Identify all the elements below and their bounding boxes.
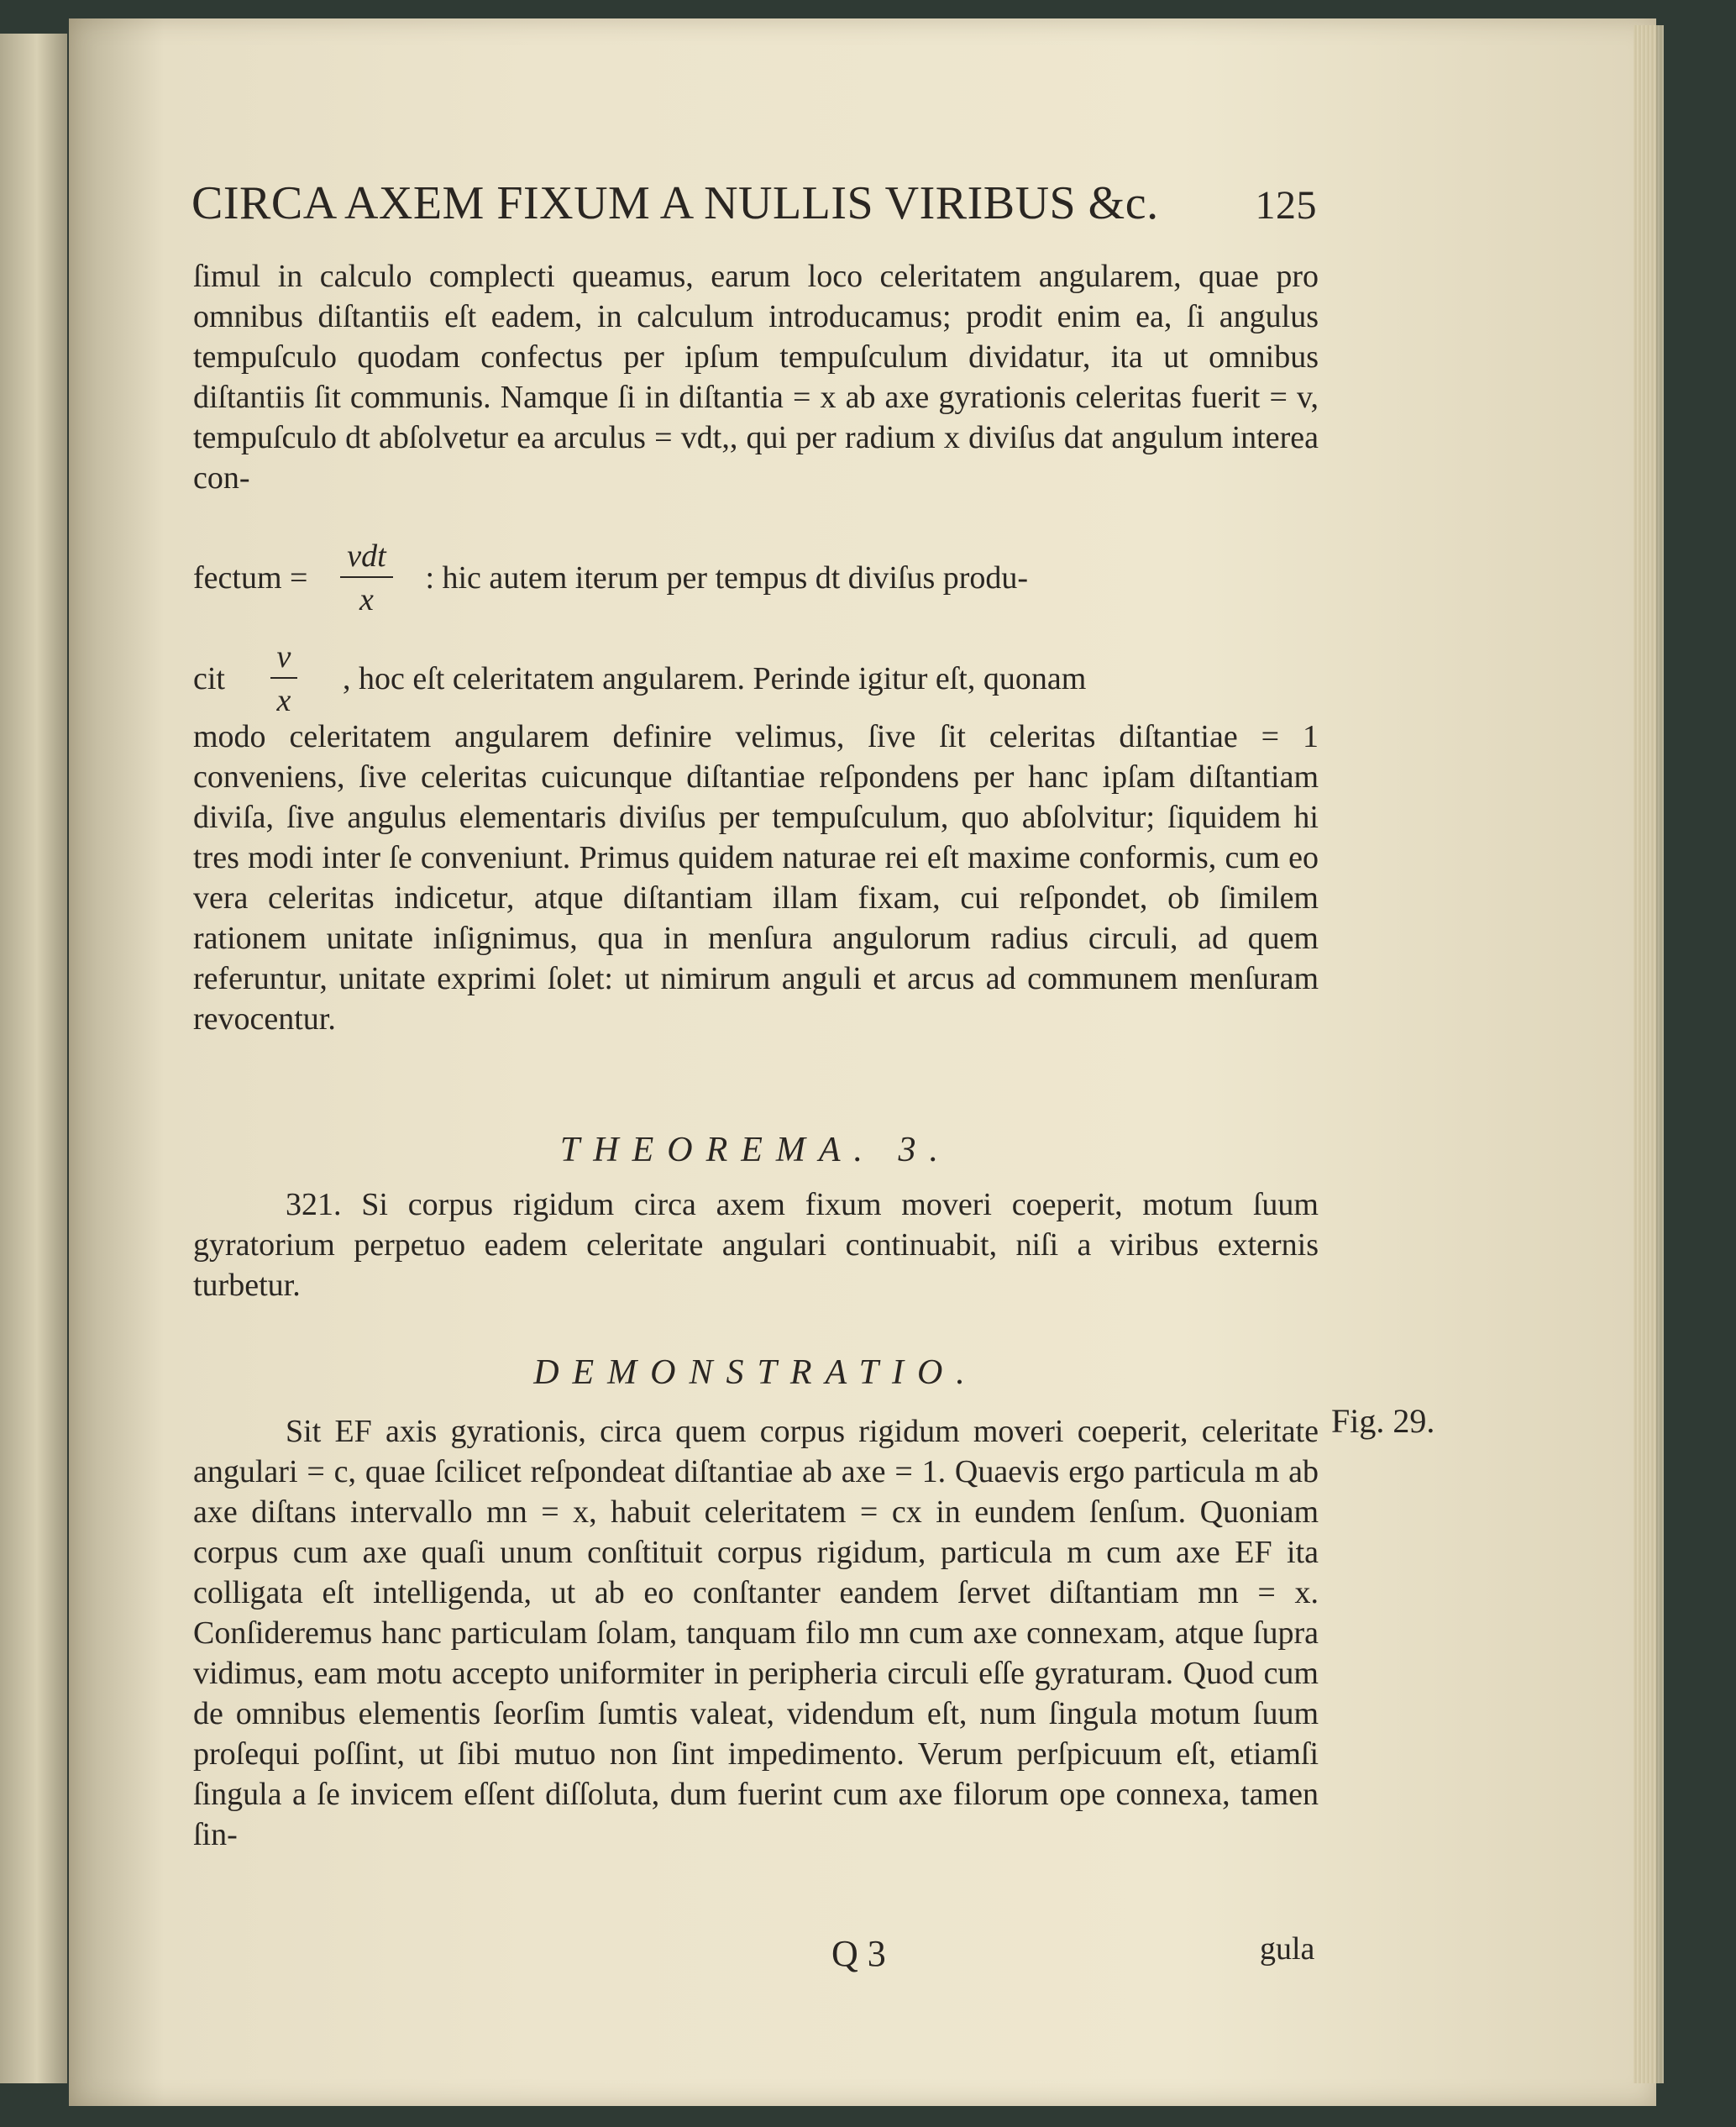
equation-vdt-over-x: [193, 538, 1319, 618]
main-paragraph-text: modo celeritatem angularem definire velimus, ſive ſit celeritas diſtantiae = 1 conveniens, ſive celeritas cuicunque diſtantiae reſpondens per hanc ipſam diſtantiam diviſa, ſive angulus elementaris diviſus per tempuſculum, quo abſolvitur; ſiquidem hi tres modi inter ſe conveniunt. Primus quidem naturae rei eſt maxime conformis, cum eo vera celeritas indicetur, atque diſtantiam illam fixam, cui reſpondet, ob ſimilem rationem unitate inſignimus, qua in menſura angulorum radius circuli, ad quem referuntur, unitate exprimi ſolet: ut nimirum anguli et arcus ad communem menſuram revocentur.: [193, 719, 1319, 1037]
equation1-lead: fectum =: [193, 560, 308, 596]
main-paragraph: [193, 717, 1319, 1039]
equation1-trail: : hic autem iterum per tempus dt diviſus produ-: [425, 560, 1029, 596]
fraction-denominator: x: [359, 582, 374, 617]
demonstration-paragraph: [193, 1411, 1319, 1855]
theorem-heading: THEOREMA. 3.: [559, 1131, 952, 1169]
facing-page-edge: [0, 34, 67, 2083]
fraction-numerator: vdt: [340, 538, 392, 578]
theorem-paragraph: [193, 1184, 1319, 1305]
demonstration-text: Sit EF axis gyrationis, circa quem corpus rigidum moveri coeperit, celeritate angulari = c, quae ſcilicet reſpondeat diſtantiae ab axe = 1. Quaevis ergo particula m ab axe diſtans intervallo mn = x, habuit celeritatem = cx in eundem ſenſum. Quoniam corpus cum axe quaſi unum conſtituit corpus rigidum, particula m cum axe EF ita colligata eſt intelligenda, ut ab eo conſtanter eandem ſervet diſtantiam mn = x. Conſideremus hanc particulam ſolam, tanquam filo mn cum axe connexam, atque ſupra vidimus, eam motu accepto uniformiter in peripheria circuli eſſe gyraturam. Quod cum de omnibus elementis ſeorſim ſumtis valeat, videndum eſt, num ſingula motum ſuum proſequi poſſint, ut ſibi mutuo non ſint impedimento. Verum perſpicuum eſt, etiamſi ſingula a ſe invicem eſſent diſſoluta, dum fuerint cum axe filorum ope connexa, tamen ſin-: [193, 1414, 1319, 1852]
running-head-title: CIRCA AXEM FIXUM A NULLIS VIRIBUS &c.: [191, 177, 1159, 229]
fraction-numerator: v: [270, 638, 298, 679]
intro-paragraph: [193, 256, 1319, 498]
intro-paragraph-text: ſimul in calculo complecti queamus, earum loco celeritatem angularem, quae pro omnibus diſtantiis eſt eadem, in calculum introducamus; prodit enim ea, ſi angulus tempuſculo quodam confectus per ipſum tempuſculum dividatur, ita ut omnibus diſtantiis ſit communis. Namque ſi in diſtantia = x ab axe gyrationis celeritas fuerit = v, tempuſculo dt abſolvetur ea arculus = vdt,, qui per radium x diviſus dat angulum interea con-: [193, 259, 1319, 496]
running-head: [191, 176, 1317, 230]
fraction-vdt-x: [324, 538, 408, 618]
equation2-lead: cit: [193, 661, 225, 696]
page-number: 125: [1255, 183, 1317, 228]
theorem-text: 321. Si corpus rigidum circa axem fixum moveri coeperit, motum ſuum gyratorium perpetuo eadem celeritate angulari continuabit, niſi a viribus externis turbetur.: [193, 1187, 1319, 1303]
catchword: gula: [1260, 1931, 1315, 1967]
equation-v-over-x: [193, 638, 1319, 719]
page-fore-edge: [1634, 25, 1664, 2083]
figure-reference-margin-note: Fig. 29.: [1331, 1402, 1435, 1440]
demonstration-heading: DEMONSTRATIO.: [533, 1353, 978, 1392]
fraction-v-x: [242, 638, 326, 719]
printer-signature-mark: Q 3: [831, 1933, 886, 1974]
equation2-trail: , hoc eſt celeritatem angularem. Perinde igitur eſt, quonam: [342, 661, 1087, 696]
fraction-denominator: x: [276, 683, 291, 718]
